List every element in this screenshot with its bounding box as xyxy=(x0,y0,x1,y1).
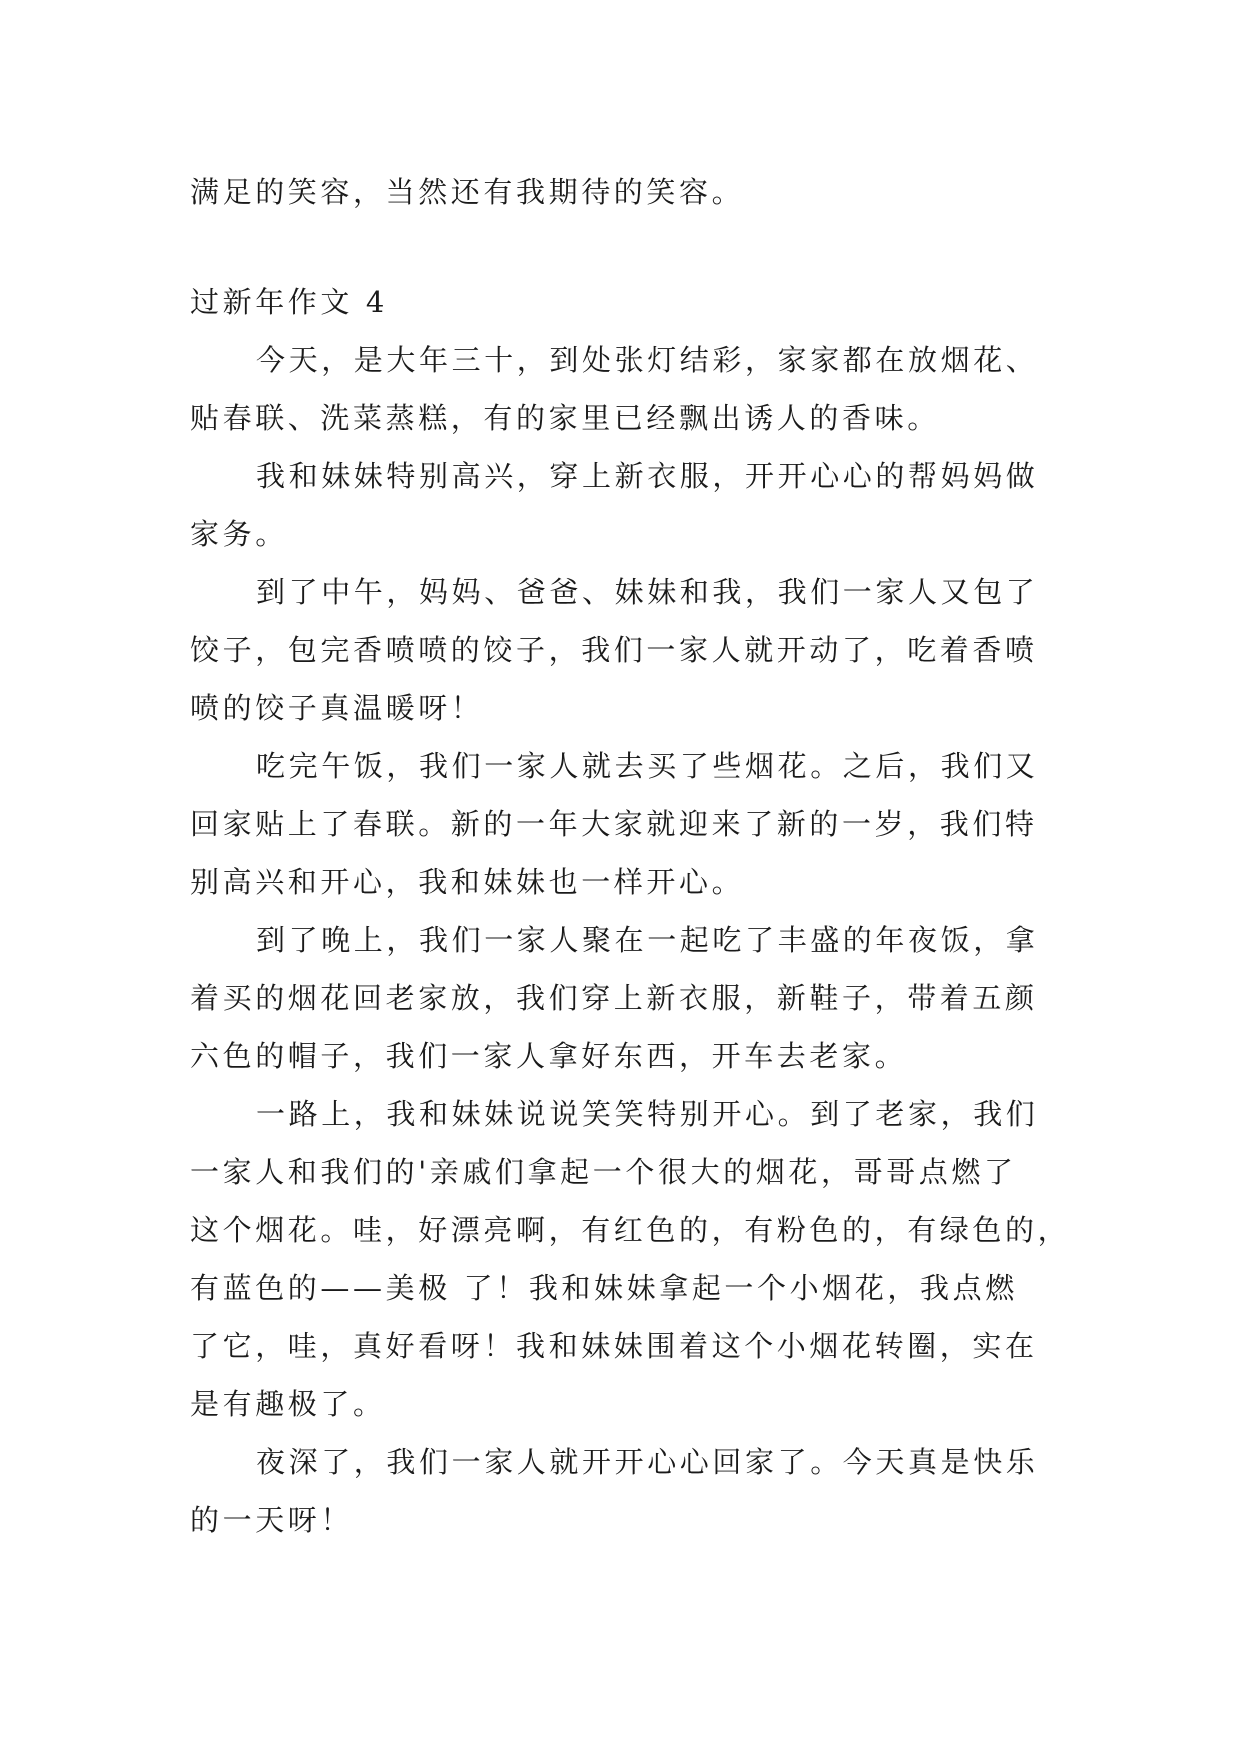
text-line: 是有趣极了。 xyxy=(190,1387,386,1421)
text-line: 到了晚上，我们一家人聚在一起吃了丰盛的年夜饭，拿 xyxy=(256,923,1039,957)
text-line: 今天，是大年三十，到处张灯结彩，家家都在放烟花、 xyxy=(256,343,1039,377)
paragraph-3 xyxy=(190,563,1062,737)
text-line: 六色的帽子，我们一家人拿好东西，开车去老家。 xyxy=(190,1039,908,1073)
paragraph-2 xyxy=(190,447,1062,563)
text-line: 我和妹妹特别高兴，穿上新衣服，开开心心的帮妈妈做 xyxy=(256,459,1039,493)
text-line: 到了中午，妈妈、爸爸、妹妹和我，我们一家人又包了 xyxy=(256,575,1039,609)
paragraph-7 xyxy=(190,1433,1062,1549)
text-line: 饺子，包完香喷喷的饺子，我们一家人就开动了，吃着香喷 xyxy=(190,633,1038,667)
text-line: 的一天呀！ xyxy=(190,1503,354,1537)
document-body xyxy=(190,163,1071,1549)
text-line: 一家人和我们的'亲戚们拿起一个很大的烟花，哥哥点燃了 xyxy=(190,1155,1017,1189)
paragraph-6 xyxy=(190,1085,1071,1433)
paragraph-4 xyxy=(190,737,1062,911)
text-line: 着买的烟花回老家放，我们穿上新衣服，新鞋子，带着五颜 xyxy=(190,981,1038,1015)
text-line: 别高兴和开心，我和妹妹也一样开心。 xyxy=(190,865,745,899)
essay-heading: 过新年作文 4 xyxy=(190,285,388,319)
carryover-paragraph xyxy=(190,163,1062,221)
text-line: 一路上，我和妹妹说说笑笑特别开心。到了老家，我们 xyxy=(256,1097,1039,1131)
text-line: 夜深了，我们一家人就开开心心回家了。今天真是快乐 xyxy=(256,1445,1039,1479)
text-line: 有蓝色的——美极 了！我和妹妹拿起一个小烟花，我点燃 xyxy=(190,1271,1018,1305)
text-line: 喷的饺子真温暖呀！ xyxy=(190,691,484,725)
text-line: 吃完午饭，我们一家人就去买了些烟花。之后，我们又 xyxy=(256,749,1039,783)
text-line: 家务。 xyxy=(190,517,288,551)
text-line: 了它，哇，真好看呀！我和妹妹围着这个小烟花转圈，实在 xyxy=(190,1329,1038,1363)
section-gap xyxy=(190,221,1062,273)
text-line: 这个烟花。哇，好漂亮啊，有红色的，有粉色的，有绿色的， xyxy=(190,1213,1071,1247)
text-line: 回家贴上了春联。新的一年大家就迎来了新的一岁，我们特 xyxy=(190,807,1038,841)
text-line: 贴春联、洗菜蒸糕，有的家里已经飘出诱人的香味。 xyxy=(190,401,940,435)
paragraph-5 xyxy=(190,911,1062,1085)
text-line: 满足的笑容，当然还有我期待的笑容。 xyxy=(190,175,745,209)
paragraph-1 xyxy=(190,331,1062,447)
